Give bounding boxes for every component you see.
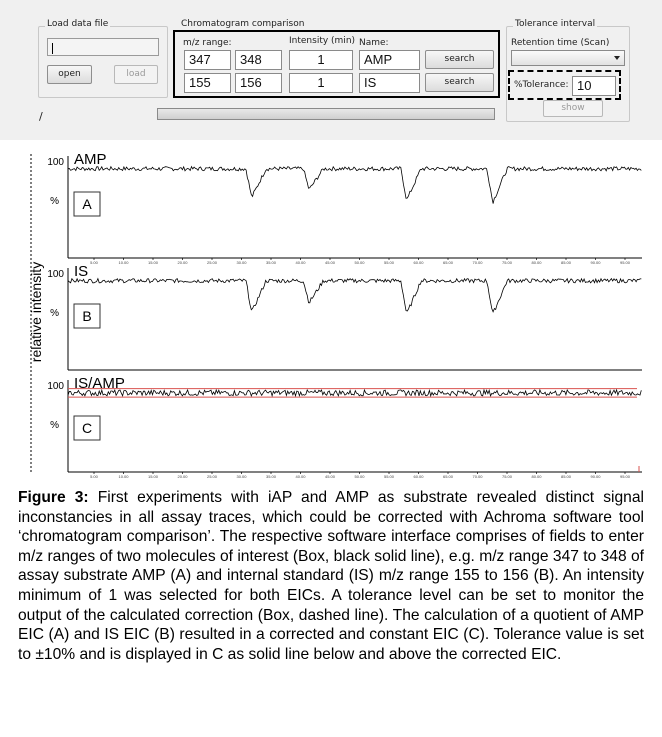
- intensity-field-1[interactable]: 1: [289, 50, 353, 70]
- y-max-tick-label: 100: [47, 381, 64, 392]
- software-panel: [0, 0, 662, 140]
- intensity-field-2[interactable]: 1: [289, 73, 353, 93]
- x-tick-label: 10.00: [118, 474, 129, 479]
- x-tick-label: 60.00: [413, 474, 424, 479]
- progress-bar: [157, 108, 495, 120]
- y-unit-label: %: [50, 308, 59, 319]
- x-tick-label: 65.00: [442, 474, 454, 479]
- x-tick-label: 70.00: [472, 260, 483, 265]
- x-tick-label: 20.00: [177, 474, 188, 479]
- name-field-2[interactable]: IS: [359, 73, 420, 93]
- panel-c: [47, 375, 642, 479]
- panel-letter: C: [81, 420, 93, 436]
- panel-title: IS/AMP: [74, 375, 125, 392]
- x-tick-label: 35.00: [265, 260, 277, 265]
- load-button[interactable]: load: [114, 65, 158, 84]
- tolerance-title: Tolerance interval: [515, 19, 596, 29]
- open-button[interactable]: open: [47, 65, 92, 84]
- mz-to-field-1[interactable]: 348: [235, 50, 282, 70]
- x-tick-label: 85.00: [560, 260, 572, 265]
- x-tick-label: 50.00: [354, 260, 365, 265]
- comparison-title: Chromatogram comparison: [181, 19, 305, 29]
- x-tick-label: 95.00: [619, 260, 631, 265]
- figure-caption: [18, 488, 644, 664]
- panel-title: AMP: [74, 151, 107, 168]
- x-tick-label: 40.00: [295, 474, 306, 479]
- x-tick-label: 55.00: [383, 260, 395, 265]
- y-unit-label: %: [50, 420, 59, 431]
- mz-from-field-2[interactable]: 155: [184, 73, 231, 93]
- name-field-1[interactable]: AMP: [359, 50, 420, 70]
- panel-letter: A: [82, 196, 92, 212]
- search-button-2[interactable]: search: [425, 73, 494, 92]
- x-tick-label: 80.00: [531, 474, 542, 479]
- panel-title: IS: [74, 263, 89, 280]
- retention-time-select[interactable]: [511, 50, 625, 66]
- intensity-label: Intensity (min): [289, 36, 356, 46]
- x-tick-label: 75.00: [501, 474, 513, 479]
- panel-b: [47, 263, 642, 370]
- y-max-tick-label: 100: [47, 269, 64, 280]
- x-tick-label: 75.00: [501, 260, 513, 265]
- retention-time-label: Retention time (Scan): [511, 38, 610, 48]
- x-tick-label: 35.00: [265, 474, 277, 479]
- caption-label: Figure 3:: [18, 489, 89, 506]
- panel-a: [47, 151, 642, 265]
- x-tick-label: 60.00: [413, 260, 424, 265]
- show-button[interactable]: show: [543, 100, 603, 117]
- x-tick-label: 45.00: [324, 474, 336, 479]
- x-tick-label: 30.00: [236, 474, 247, 479]
- x-tick-label: 85.00: [560, 474, 572, 479]
- trace-line: [68, 167, 641, 204]
- x-tick-label: 70.00: [472, 474, 483, 479]
- x-tick-label: 50.00: [354, 474, 365, 479]
- status-text: /: [39, 110, 43, 123]
- panel-letter: B: [82, 308, 92, 324]
- x-tick-label: 45.00: [324, 260, 336, 265]
- chevron-down-icon: [614, 56, 620, 60]
- tolerance-field[interactable]: 10: [572, 76, 616, 96]
- chart-panels: [47, 151, 642, 479]
- file-path-input[interactable]: [47, 38, 159, 56]
- x-tick-label: 15.00: [147, 260, 159, 265]
- x-tick-label: 5.00: [90, 260, 98, 265]
- x-tick-label: 40.00: [295, 260, 306, 265]
- x-tick-label: 80.00: [531, 260, 542, 265]
- x-tick-label: 55.00: [383, 474, 395, 479]
- x-tick-label: 5.00: [90, 474, 98, 479]
- name-label: Name:: [359, 38, 389, 48]
- mz-range-label: m/z range:: [183, 38, 232, 48]
- caption-text: First experiments with iAP and AMP as substrate revealed distinct signal inconstancies in all assay traces, which could be corrected with Achroma software tool ‘chromatogram comparison’. The respective software interface comprises of fields to enter m/z ranges of two molecules of interest (Box, black solid line), e.g. m/z range 347 to 348 of assay substrate AMP (A) and internal standard (IS) m/z range 155 to 156 (B). An intensity minimum of 1 was selected for both EICs. A tolerance level can be set to monitor the output of the calculated correction (Box, dashed line). The calculation of a quotient of AMP EIC (A) and IS EIC (B) resulted in a corrected and constant EIC (C). Tolerance value is set to ±10% and is displayed in C as solid line below and above the corrected EIC.: [18, 489, 644, 663]
- load-data-group: [38, 19, 168, 98]
- tolerance-label: %Tolerance:: [514, 80, 569, 90]
- x-tick-label: 25.00: [206, 474, 218, 479]
- chromatogram-chart: [0, 140, 662, 485]
- trace-line: [68, 390, 641, 396]
- x-tick-label: 90.00: [590, 474, 601, 479]
- y-max-tick-label: 100: [47, 157, 64, 168]
- mz-to-field-2[interactable]: 156: [235, 73, 282, 93]
- x-tick-label: 20.00: [177, 260, 188, 265]
- mz-from-field-1[interactable]: 347: [184, 50, 231, 70]
- y-unit-label: %: [50, 196, 59, 207]
- load-data-title: Load data file: [47, 19, 109, 29]
- text-cursor-icon: [52, 43, 53, 54]
- x-tick-label: 90.00: [590, 260, 601, 265]
- x-tick-label: 25.00: [206, 260, 218, 265]
- y-axis-label: relative intensity: [28, 261, 44, 363]
- x-tick-label: 95.00: [619, 474, 631, 479]
- x-tick-label: 15.00: [147, 474, 159, 479]
- x-tick-label: 10.00: [118, 260, 129, 265]
- trace-line: [68, 279, 641, 312]
- x-tick-label: 65.00: [442, 260, 454, 265]
- search-button-1[interactable]: search: [425, 50, 494, 69]
- x-tick-label: 30.00: [236, 260, 247, 265]
